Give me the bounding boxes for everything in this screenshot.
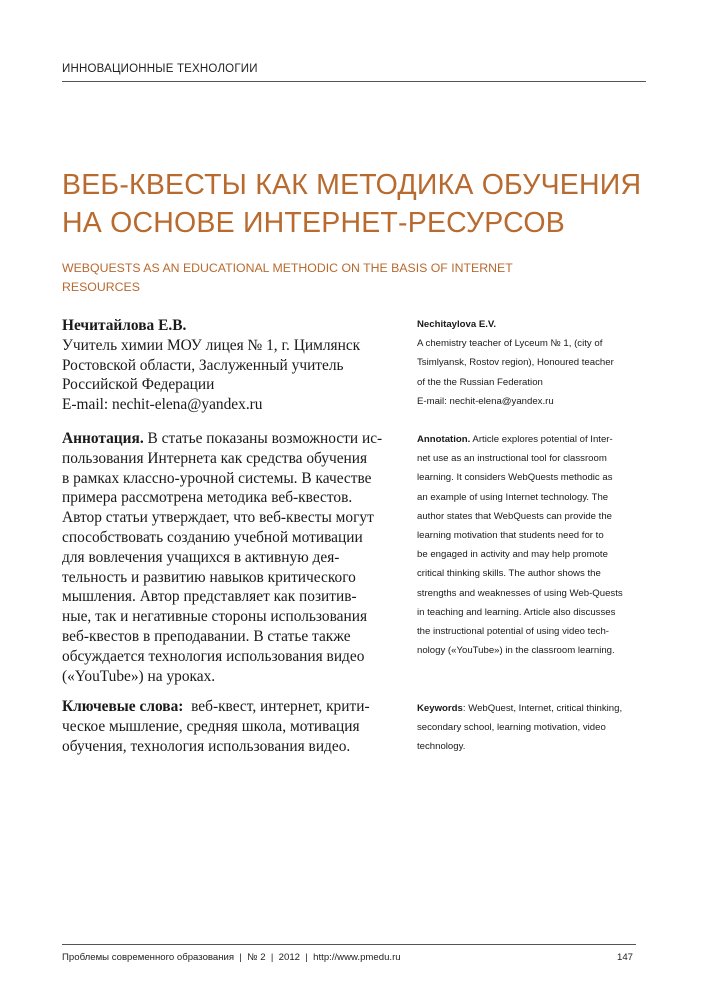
abstract-line: в рамках классно-урочной системы. В качестве (62, 469, 372, 487)
keywords-line: secondary school, learning motivation, video (417, 722, 606, 734)
abstract-label-en: Annotation. (417, 434, 471, 445)
abstract-line: strengths and weaknesses of using Web-Quests (417, 587, 623, 599)
author-email-ru: E-mail: nechit-elena@yandex.ru (62, 396, 263, 414)
page-number: 147 (616, 952, 633, 963)
article-title-en (62, 259, 662, 297)
abstract-line: be engaged in activity and may help promote (417, 549, 608, 561)
keywords-label-en: Keywords (417, 703, 463, 714)
subtitle-line: RESOURCES (62, 280, 140, 294)
abstract-label-ru: Аннотация. (62, 430, 144, 447)
abstract-line: для вовлечения учащихся в активную дея- (62, 548, 340, 566)
abstract-line: learning motivation that students need for to (417, 530, 604, 542)
keywords-line: обучения, технология использования видео. (62, 737, 351, 755)
author-line: A chemistry teacher of Lyceum № 1, (city of (417, 338, 603, 350)
abstract-line: critical thinking skills. The author shows the (417, 568, 601, 580)
abstract-line: примера рассмотрена методика веб-квестов. (62, 489, 353, 507)
author-line: of the the Russian Federation (417, 376, 543, 388)
header-rule (62, 81, 646, 82)
abstract-line: мышления. Автор представляет как позитив- (62, 588, 357, 606)
title-line: НА ОСНОВЕ ИНТЕРНЕТ-РЕСУРСОВ (62, 207, 565, 239)
abstract-line: nology («YouTube») in the classroom learning. (417, 645, 615, 657)
author-block-en (417, 315, 657, 411)
keywords-line: веб-квест, интернет, крити- (183, 698, 370, 715)
abstract-line: net use as an instructional tool for classroom (417, 453, 607, 465)
article-title-ru (62, 166, 662, 242)
keywords-line: ческое мышление, средняя школа, мотивация (62, 717, 360, 735)
abstract-line: learning. It considers WebQuests methodic as (417, 472, 613, 484)
keywords-line: : WebQuest, Internet, critical thinking, (462, 703, 623, 714)
abstract-line: обсуждается технология использования видео (62, 647, 365, 665)
abstract-line: the instructional potential of using video tech- (417, 626, 609, 638)
abstract-line: В статье показаны возможности ис- (143, 430, 383, 447)
author-email-en: E-mail: nechit-elena@yandex.ru (417, 395, 554, 407)
keywords-ru (62, 697, 392, 756)
keywords-en (417, 699, 657, 757)
keywords-line: technology. (417, 741, 466, 753)
footer-journal: Проблемы современного образования | № 2 | 2012 | http://www.pmedu.ru (62, 952, 401, 963)
author-block-ru (62, 316, 392, 415)
footer-rule (62, 944, 636, 945)
abstract-line: author states that WebQuests can provide the (417, 510, 613, 522)
abstract-line: («YouTube») на уроках. (62, 667, 216, 685)
author-line: Tsimlyansk, Rostov region), Honoured teacher (417, 357, 614, 369)
title-line: ВЕБ-КВЕСТЫ КАК МЕТОДИКА ОБУЧЕНИЯ (62, 169, 642, 201)
section-header: ИННОВАЦИОННЫЕ ТЕХНОЛОГИИ (62, 63, 258, 75)
abstract-line: веб-квестов в преподавании. В статье также (62, 627, 351, 645)
author-line: Ростовской области, Заслуженный учитель (62, 356, 344, 374)
abstract-line: способствовать созданию учебной мотивации (62, 528, 363, 546)
abstract-line: in teaching and learning. Article also discusses (417, 606, 616, 618)
keywords-label-ru: Ключевые слова: (62, 698, 184, 715)
abstract-ru (62, 429, 392, 686)
abstract-line: ные, так и негативные стороны использования (62, 608, 368, 626)
abstract-en (417, 430, 657, 660)
abstract-line: Автор статьи утверждает, что веб-квесты могут (62, 509, 374, 527)
abstract-line: тельность и развитию навыков критического (62, 568, 356, 586)
author-line: Учитель химии МОУ лицея № 1, г. Цимлянск (62, 336, 361, 354)
abstract-line: an example of using Internet technology. The (417, 491, 609, 503)
author-line: Российской Федерации (62, 376, 215, 394)
subtitle-line: WEBQUESTS AS AN EDUCATIONAL METHODIC ON THE BASIS OF INTERNET (62, 261, 513, 275)
author-name-ru: Нечитайлова Е.В. (62, 317, 187, 334)
author-name-en: Nechitaylova E.V. (417, 319, 497, 330)
abstract-line: Article explores potential of Inter- (470, 434, 613, 445)
abstract-line: пользования Интернета как средства обучения (62, 449, 368, 467)
